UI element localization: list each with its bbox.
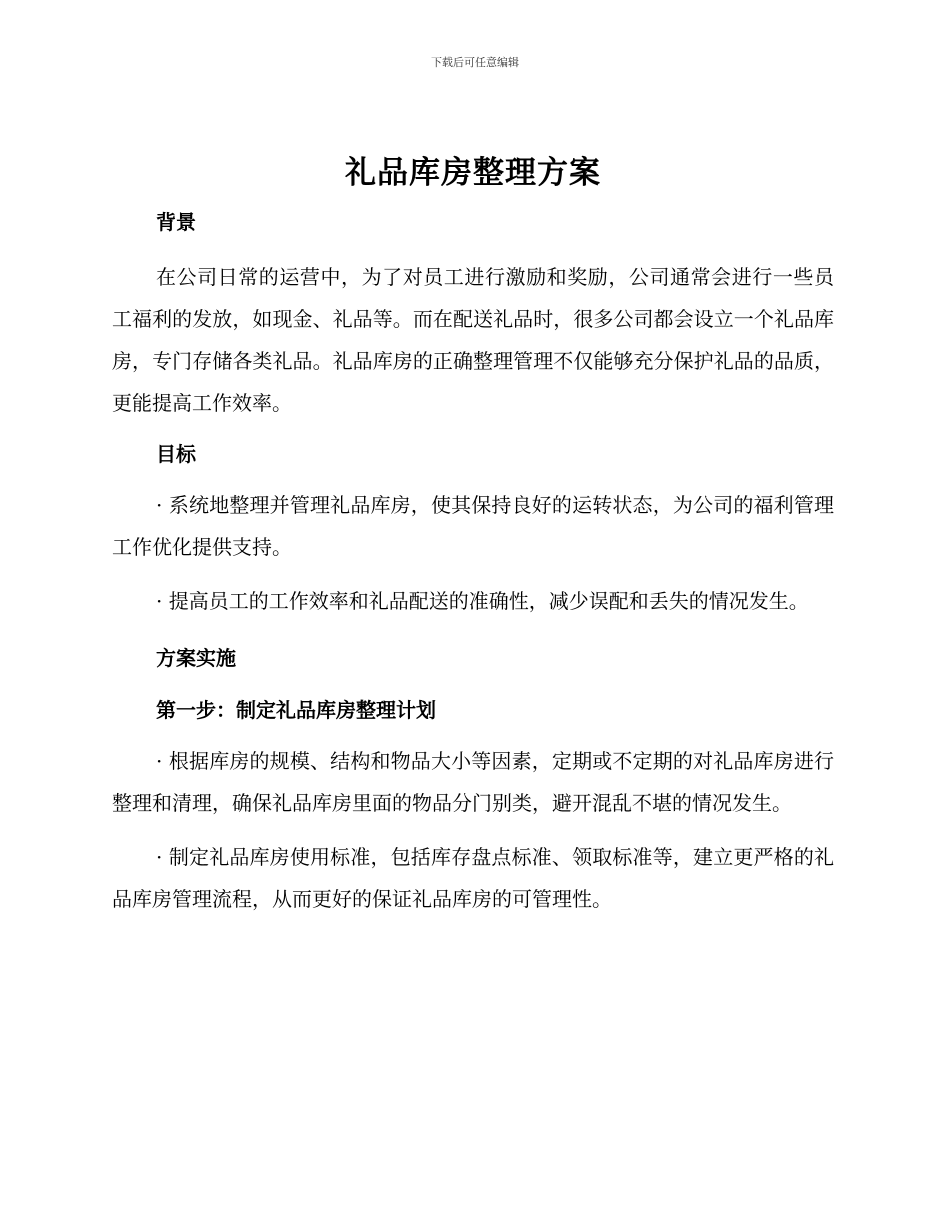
section-heading-implementation: 方案实施	[156, 646, 236, 670]
header-note: 下载后可任意编辑	[431, 56, 519, 69]
document-title: 礼品库房整理方案	[345, 155, 601, 191]
paragraph-background: 在公司日常的运营中，为了对员工进行激励和奖励，公司通常会进行一些员工福利的发放，如现金、礼品等。而在配送礼品时，很多公司都会设立一个礼品库房，专门存储各类礼品。礼品库房的正确整理管理不仅能够充分保护礼品的品质，更能提高工作效率。	[112, 265, 834, 415]
section-heading-goals: 目标	[156, 442, 196, 466]
section-heading-background: 背景	[156, 210, 196, 234]
goal-item: · 提高员工的工作效率和礼品配送的准确性，减少误配和丢失的情况发生。	[156, 589, 809, 613]
document-body	[112, 150, 834, 920]
step1-item: · 制定礼品库房使用标准，包括库存盘点标准、领取标准等，建立更严格的礼品库房管理流程，从而更好的保证礼品库房的可管理性。	[112, 845, 834, 911]
step1-item: · 根据库房的规模、结构和物品大小等因素，定期或不定期的对礼品库房进行整理和清理，确保礼品库房里面的物品分门别类，避开混乱不堪的情况发生。	[112, 749, 834, 815]
goal-item: · 系统地整理并管理礼品库房，使其保持良好的运转状态，为公司的福利管理工作优化提供支持。	[112, 493, 834, 559]
step-heading-1: 第一步：制定礼品库房整理计划	[156, 698, 436, 722]
